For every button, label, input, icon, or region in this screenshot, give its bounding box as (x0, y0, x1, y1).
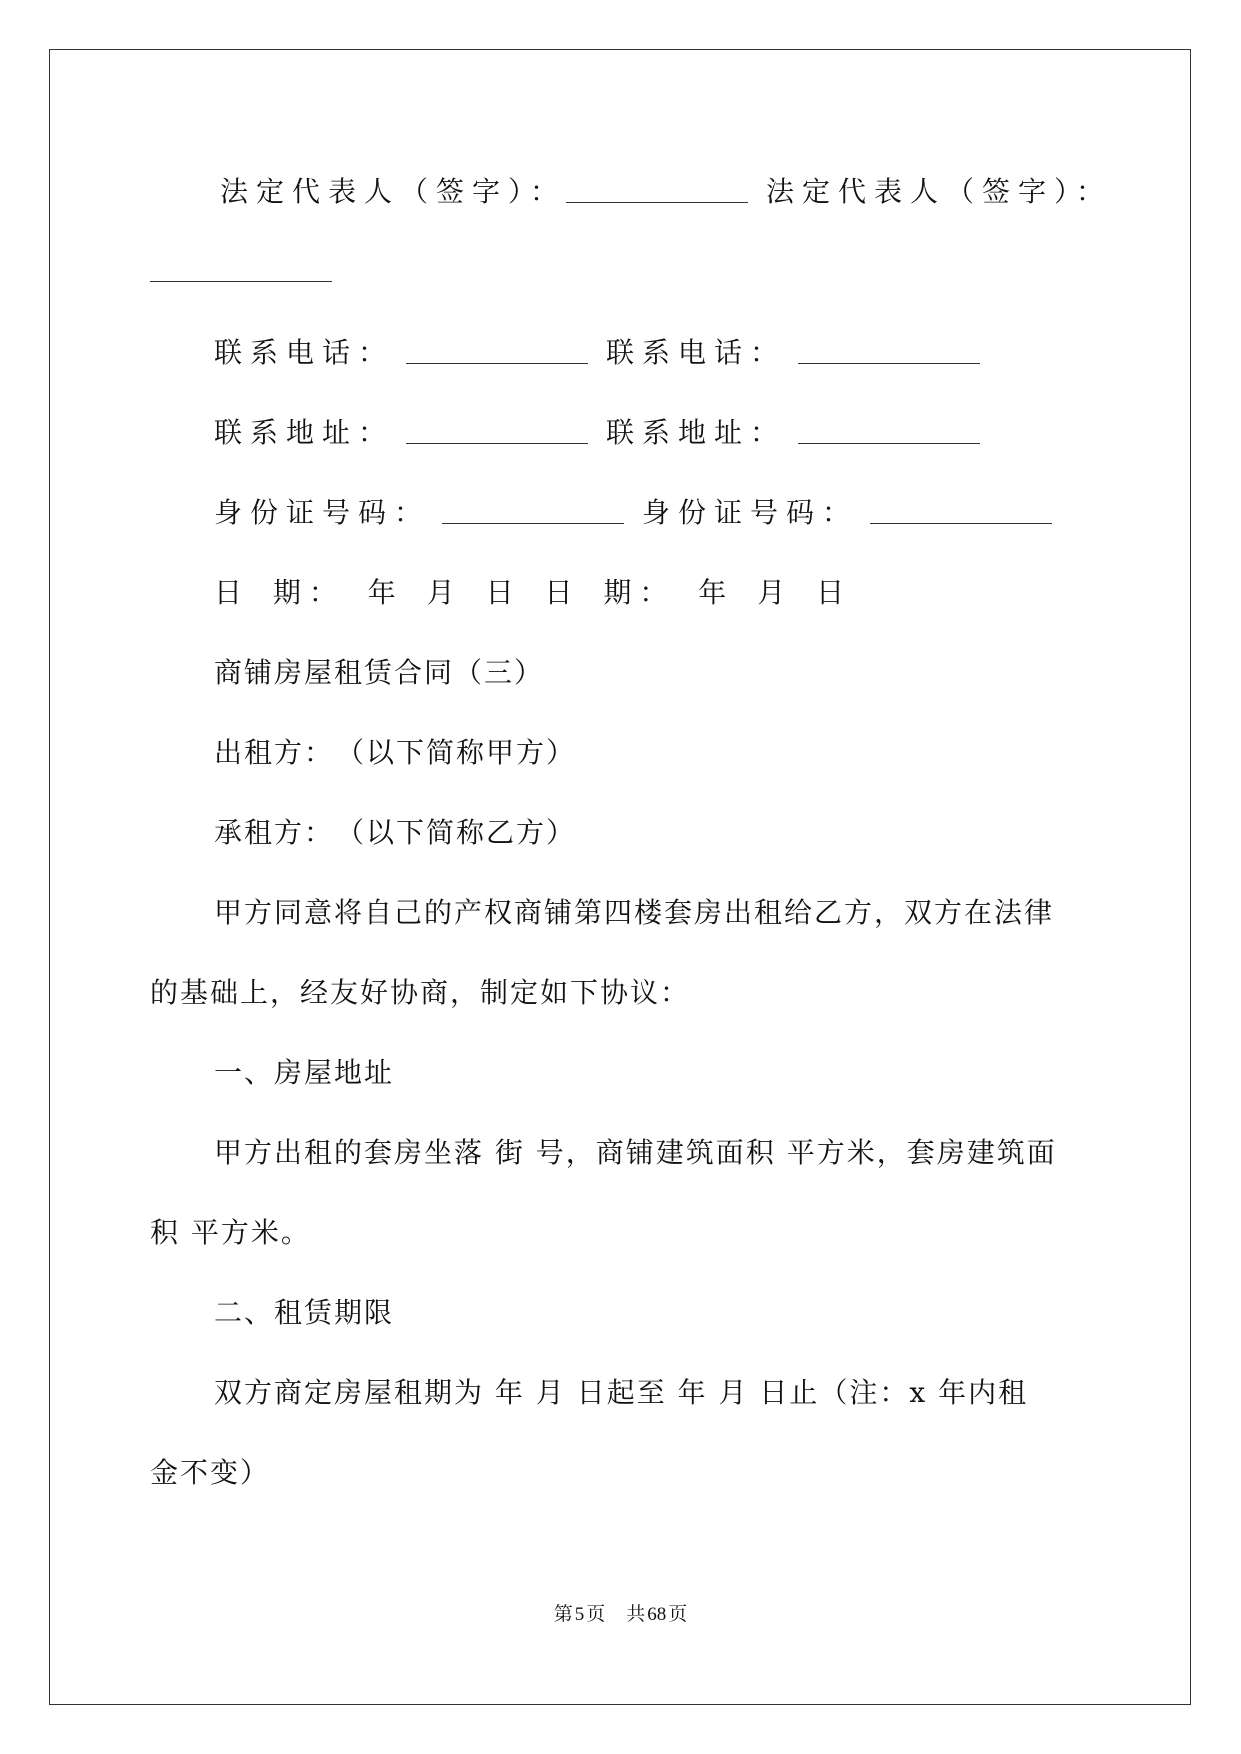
section-1-title: 一、房屋地址 (214, 1056, 395, 1089)
page-number: 5 (574, 1604, 585, 1625)
lessee-line: 承租方： （以下简称乙方） (214, 816, 577, 849)
id-b-blank (870, 522, 1052, 524)
signature-rep-row (220, 172, 1112, 212)
address-b-blank (798, 442, 980, 444)
phone-b-blank (798, 362, 980, 364)
intro-line-1: 甲方同意将自己的产权商铺第四楼套房出租给乙方，双方在法律 (214, 896, 1055, 929)
page-label-prefix: 第 (553, 1604, 573, 1625)
party-a-rep-blank (566, 201, 748, 203)
address-a-blank (406, 442, 588, 444)
phone-a-label: 联系电话： (214, 336, 395, 369)
intro-line-2: 的基础上，经友好协商，制定如下协议： (150, 976, 691, 1009)
lessor-line: 出租方： （以下简称甲方） (214, 736, 577, 769)
party-b-rep-label: 法定代表人（签字）： (766, 175, 1113, 208)
section-2-para-line-1: 双方商定房屋租期为 年 月 日起至 年 月 日止（注：x 年内租 (214, 1376, 1029, 1409)
party-b-rep-blank (150, 281, 332, 282)
section-2-title: 二、租赁期限 (214, 1296, 395, 1329)
phone-a-blank (406, 362, 588, 364)
section-2-para-line-2: 金不变） (150, 1456, 271, 1489)
date-row: 日 期： 年 月 日 日 期： 年 月 日 (214, 576, 853, 609)
id-a-label: 身份证号码： (214, 496, 431, 529)
total-pages: 68 (647, 1604, 667, 1625)
id-row (214, 493, 1052, 533)
total-label-suffix: 页 (668, 1604, 688, 1625)
total-label-prefix: 共 (626, 1604, 646, 1625)
phone-b-label: 联系电话： (606, 336, 787, 369)
section-1-para-line-2: 积 平方米。 (150, 1216, 311, 1249)
id-b-label: 身份证号码： (642, 496, 859, 529)
address-b-label: 联系地址： (606, 416, 787, 449)
id-a-blank (442, 522, 624, 524)
section-1-para-line-1: 甲方出租的套房坐落 街 号，商铺建筑面积 平方米，套房建筑面 (214, 1136, 1057, 1169)
phone-row (214, 333, 980, 373)
contract-title: 商铺房屋租赁合同（三） (214, 656, 545, 689)
address-a-label: 联系地址： (214, 416, 395, 449)
page-label-suffix: 页 (586, 1604, 606, 1625)
page-footer (0, 1599, 1241, 1626)
address-row (214, 413, 980, 453)
party-a-rep-label: 法定代表人（签字）： (220, 175, 567, 208)
